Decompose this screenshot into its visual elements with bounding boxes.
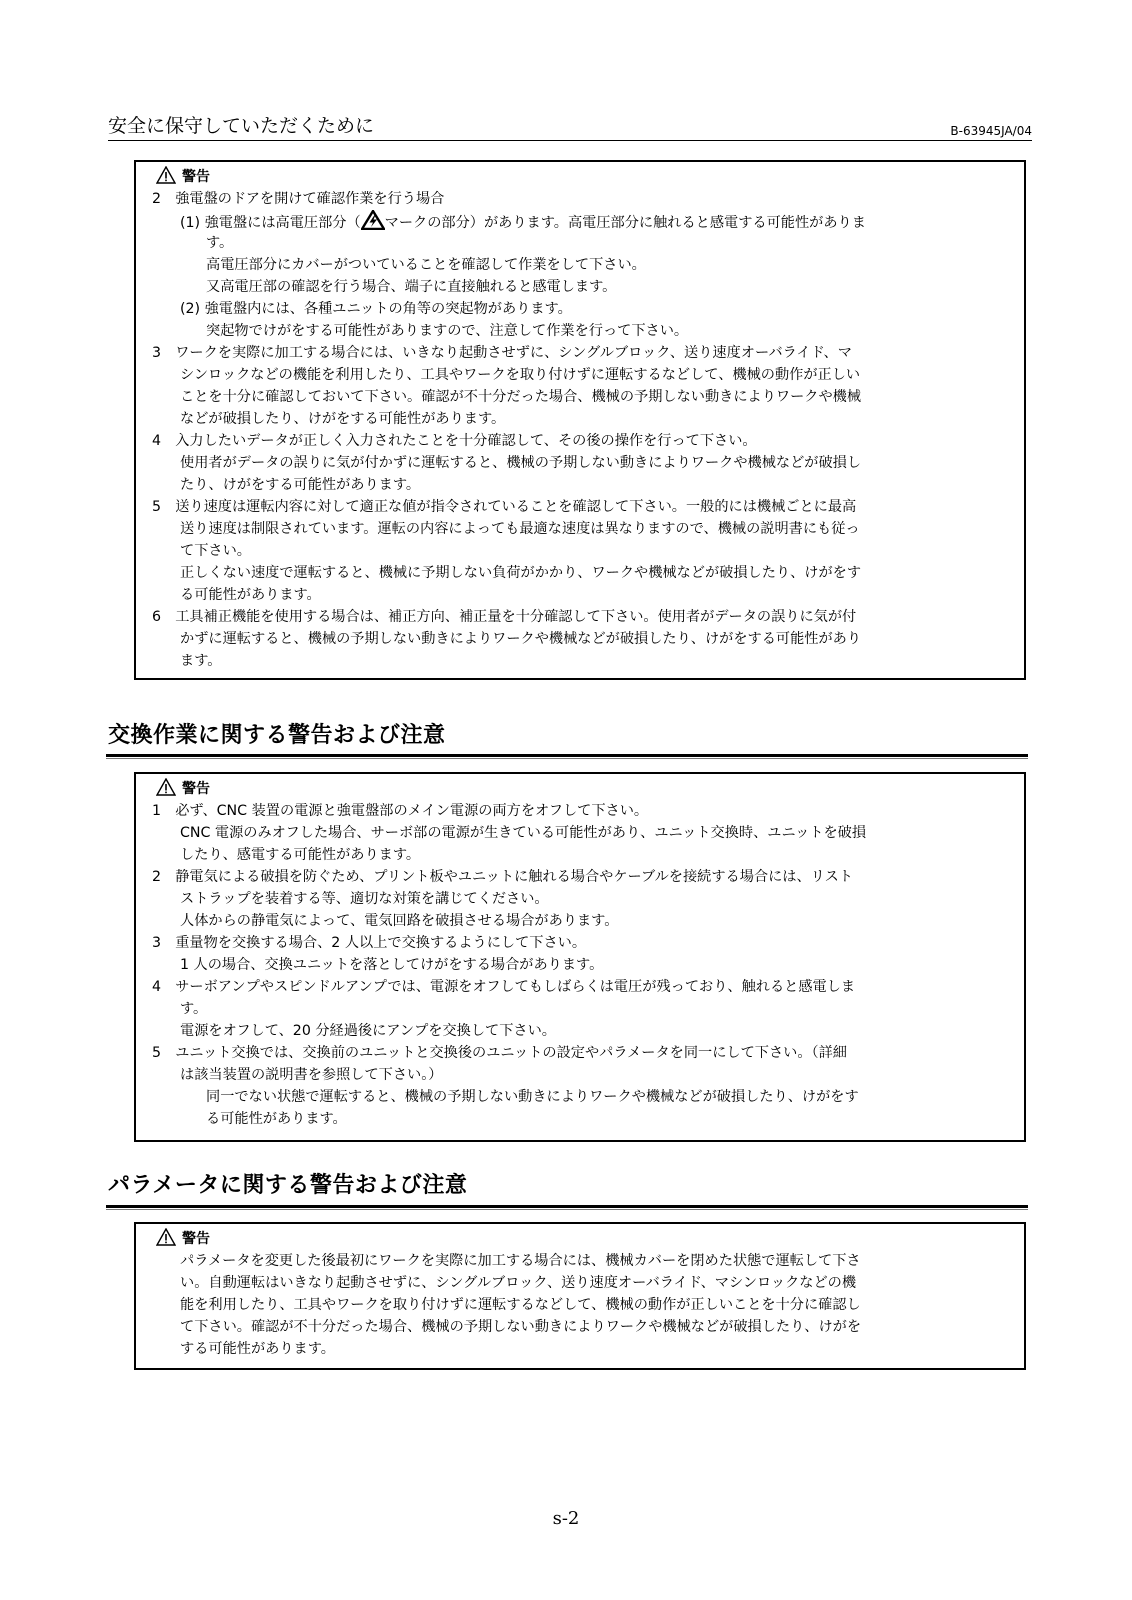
box2-line: ストラップを装着する等、適切な対策を講じてください。	[180, 891, 549, 907]
box1-line: シンロックなどの機能を利用したり、工具やワークを取り付けずに運転するなどして、機械の動作が正しい	[180, 367, 861, 383]
box3-line: い。自動運転はいきなり起動させずに、シングルブロック、送り速度オーバライド、マシンロックなどの機	[180, 1275, 857, 1291]
box2-line: は該当装置の説明書を参照して下さい。）	[180, 1067, 443, 1083]
box2-line: 3 重量物を交換する場合、2 人以上で交換するようにして下さい。	[152, 935, 587, 951]
box1-line: 又高電圧部の確認を行う場合、端子に直接触れると感電します。	[206, 279, 617, 295]
box1-line: 5 送り速度は運転内容に対して適正な値が指令されていることを確認して下さい。一般的には機械ごとに最高	[152, 499, 857, 515]
box3-line: する可能性があります。	[180, 1341, 335, 1357]
box3-line: パラメータを変更した後最初にワークを実際に加工する場合には、機械カバーを閉めた状態で運転して下さ	[180, 1253, 861, 1269]
box1-line: て下さい。	[180, 543, 251, 559]
warning-heading	[156, 166, 210, 187]
box1-line: す。	[206, 235, 234, 251]
warning-triangle-icon	[156, 166, 176, 184]
section-rule	[106, 1205, 1028, 1210]
box2-line: 2 静電気による破損を防ぐため、プリント板やユニットに触れる場合やケーブルを接続する場合には、リスト	[152, 869, 853, 885]
box2-line: したり、感電する可能性があります。	[180, 847, 421, 863]
box2-line: 1 必ず、CNC 装置の電源と強電盤部のメイン電源の両方をオフして下さい。	[152, 803, 649, 819]
box1-line: 3 ワークを実際に加工する場合には、いきなり起動させずに、シングルブロック、送り速度オーバライド、マ	[152, 345, 852, 361]
box1-line: ことを十分に確認しておいて下さい。確認が不十分だった場合、機械の予期しない動きによりワークや機械	[180, 389, 862, 405]
box2-line: 4 サーボアンプやスピンドルアンプでは、電源をオフしてもしばらくは電圧が残っており、触れると感電しま	[152, 979, 856, 995]
page-number: s-2	[552, 1508, 580, 1529]
box2-line: 電源をオフして、20 分経過後にアンプを交換して下さい。	[180, 1023, 556, 1039]
box1-line: かずに運転すると、機械の予期しない動きによりワークや機械などが破損したり、けがをする可能性があり	[180, 631, 862, 647]
document-number: B-63945JA/04	[950, 124, 1032, 138]
box1-line: などが破損したり、けがをする可能性があります。	[180, 411, 506, 427]
box1-line: 突起物でけがをする可能性がありますので、注意して作業を行って下さい。	[206, 323, 689, 339]
box3-line: て下さい。確認が不十分だった場合、機械の予期しない動きによりワークや機械などが破損したり、けがを	[180, 1319, 862, 1335]
page-header	[108, 116, 1032, 141]
box1-line-with-icon	[180, 210, 866, 234]
warning-heading	[156, 778, 210, 799]
box1-line: 送り速度は制限されています。運転の内容によっても最適な速度は異なりますので、機械の説明書にも従っ	[180, 521, 860, 537]
box2-line: 1 人の場合、交換ユニットを落としてけがをする場合があります。	[180, 957, 604, 973]
box1-line: 高電圧部分にカバーがついていることを確認して作業をして下さい。	[206, 257, 646, 273]
box1-line: 2 強電盤のドアを開けて確認作業を行う場合	[152, 191, 445, 207]
high-voltage-icon	[361, 210, 385, 230]
section-title-replacement: 交換作業に関する警告および注意	[108, 723, 446, 748]
warning-heading-label: 警告	[182, 1231, 210, 1247]
box1-line: 使用者がデータの誤りに気が付かずに運転すると、機械の予期しない動きによりワークや機械などが破損し	[180, 455, 862, 471]
box1-line: る可能性があります。	[180, 587, 321, 603]
box1-line: 4 入力したいデータが正しく入力されたことを十分確認して、その後の操作を行って下さい。	[152, 433, 757, 449]
warning-box-maintenance	[134, 160, 1026, 680]
box2-line: 同一でない状態で運転すると、機械の予期しない動きによりワークや機械などが破損したり、けがをす	[206, 1089, 859, 1105]
box1-line-part: (1) 強電盤には高電圧部分（	[180, 215, 361, 231]
header-title: 安全に保守していただくために	[108, 115, 375, 137]
box3-line: 能を利用したり、工具やワークを取り付けずに運転するなどして、機械の動作が正しいことを十分に確認し	[180, 1297, 861, 1313]
box2-line: CNC 電源のみオフした場合、サーボ部の電源が生きている可能性があり、ユニット交換時、ユニットを破損	[180, 825, 867, 841]
warning-heading	[156, 1228, 210, 1249]
box1-line: 6 工具補正機能を使用する場合は、補正方向、補正量を十分確認して下さい。使用者がデータの誤りに気が付	[152, 609, 857, 625]
box1-line: (2) 強電盤内には、各種ユニットの角等の突起物があります。	[180, 301, 572, 317]
warning-triangle-icon	[156, 1228, 176, 1246]
warning-triangle-icon	[156, 778, 176, 796]
section-title-parameters: パラメータに関する警告および注意	[108, 1173, 468, 1198]
warning-heading-label: 警告	[182, 169, 210, 185]
box1-line: たり、けがをする可能性があります。	[180, 477, 421, 493]
box1-line: 正しくない速度で運転すると、機械に予期しない負荷がかかり、ワークや機械などが破損したり、けがをす	[180, 565, 862, 581]
warning-box-replacement	[134, 772, 1026, 1142]
section-rule	[106, 754, 1028, 759]
box2-line: す。	[180, 1001, 208, 1017]
box2-line: 5 ユニット交換では、交換前のユニットと交換後のユニットの設定やパラメータを同一にして下さい。（詳細	[152, 1045, 847, 1061]
box1-line-part: マークの部分）があります。高電圧部分に触れると感電する可能性がありま	[384, 215, 866, 231]
box1-line: ます。	[180, 653, 222, 669]
warning-heading-label: 警告	[182, 781, 210, 797]
box2-line: 人体からの静電気によって、電気回路を破損させる場合があります。	[180, 913, 619, 929]
warning-box-parameters	[134, 1222, 1026, 1370]
box2-line: る可能性があります。	[206, 1111, 347, 1127]
